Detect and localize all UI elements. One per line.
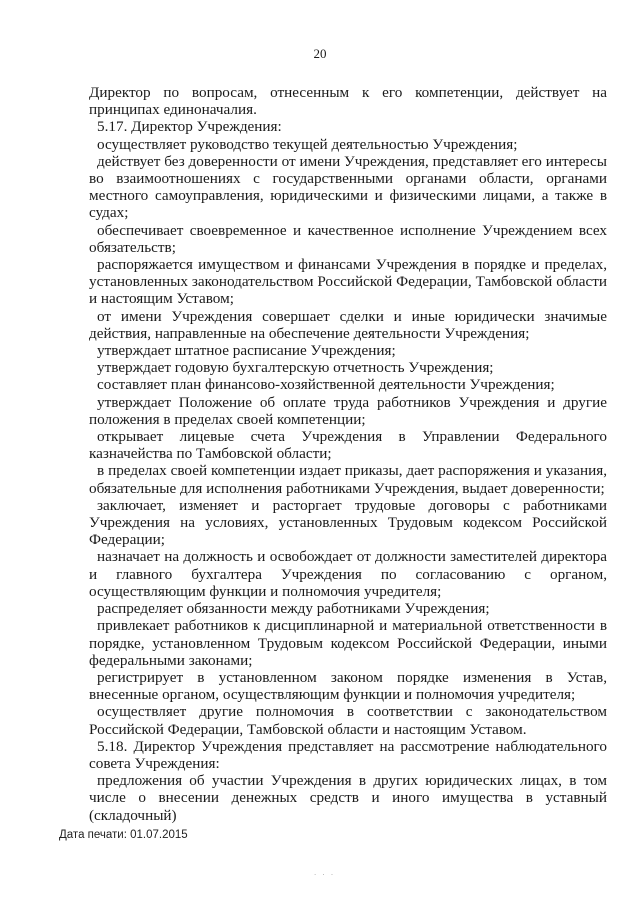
paragraph: от имени Учреждения совершает сделки и иные юридически значимые действия, направленные на обеспечение деятельности Учреждения; (89, 307, 607, 342)
paragraph: предложения об участии Учреждения в других юридических лицах, в том числе о внесении денежных средств и иного имущества в уставный (складочный) (89, 772, 607, 824)
section-heading-5-17: 5.17. Директор Учреждения: (97, 118, 282, 136)
paragraph: Директор по вопросам, отнесенным к его компетенции, действует на принципах единоначалия. (89, 84, 607, 119)
paragraph: распределяет обязанности между работниками Учреждения; (97, 600, 490, 618)
section-heading-5-18: 5.18. Директор Учреждения представляет на рассмотрение наблюдательного совета Учреждения: (89, 737, 607, 772)
paragraph: обеспечивает своевременное и качественное исполнение Учреждением всех обязательств; (89, 221, 607, 256)
paragraph: утверждает Положение об оплате труда работников Учреждения и другие положения в пределах своей компетенции; (89, 393, 607, 428)
paragraph: утверждает штатное расписание Учреждения; (97, 342, 396, 360)
paragraph: назначает на должность и освобождает от должности заместителей директора и главного бухгалтера Учреждения по согласованию с органом, осуществляющим функции и полномочия учредителя; (89, 548, 607, 600)
print-date: Дата печати: 01.07.2015 (59, 829, 188, 841)
page-number: 20 (313, 46, 327, 61)
paragraph: регистрирует в установленном законом порядке изменения в Устав, внесенные органом, осуществляющим функции и полномочия учредителя; (89, 668, 607, 704)
paragraph: утверждает годовую бухгалтерскую отчетность Учреждения; (97, 359, 494, 377)
paragraph: действует без доверенности от имени Учреждения, представляет его интересы во взаимоотношениях с государственными органами области, органами местного самоуправления, юридическими и физическими лицами, а также в судах; (89, 152, 607, 222)
paragraph: распоряжается имуществом и финансами Учреждения в порядке и пределах, установленных законодательством Российской Федерации, Тамбовской области и настоящим Уставом; (89, 256, 607, 308)
paragraph: осуществляет другие полномочия в соответствии с законодательством Российской Федерации, Тамбовской области и настоящим Уставом. (89, 703, 607, 738)
paragraph: открывает лицевые счета Учреждения в Управлении Федерального казначейства по Тамбовской области; (89, 428, 607, 463)
paragraph: привлекает работников к дисциплинарной и материальной ответственности в порядке, установленном Трудовым кодексом Российской Федерации, иными федеральными законами; (89, 617, 607, 669)
paragraph: заключает, изменяет и расторгает трудовые договоры с работниками Учреждения на условиях, установленных Трудовым кодексом Российской Федерации; (89, 496, 607, 549)
paragraph: в пределах своей компетенции издает приказы, дает распоряжения и указания, обязательные для исполнения работниками Учреждения, выдает доверенности; (89, 462, 607, 497)
paragraph: осуществляет руководство текущей деятельностью Учреждения; (97, 135, 518, 153)
paragraph: составляет план финансово-хозяйственной деятельности Учреждения; (97, 376, 555, 394)
scan-artifact: · · · (314, 871, 336, 879)
document-body (89, 84, 607, 824)
